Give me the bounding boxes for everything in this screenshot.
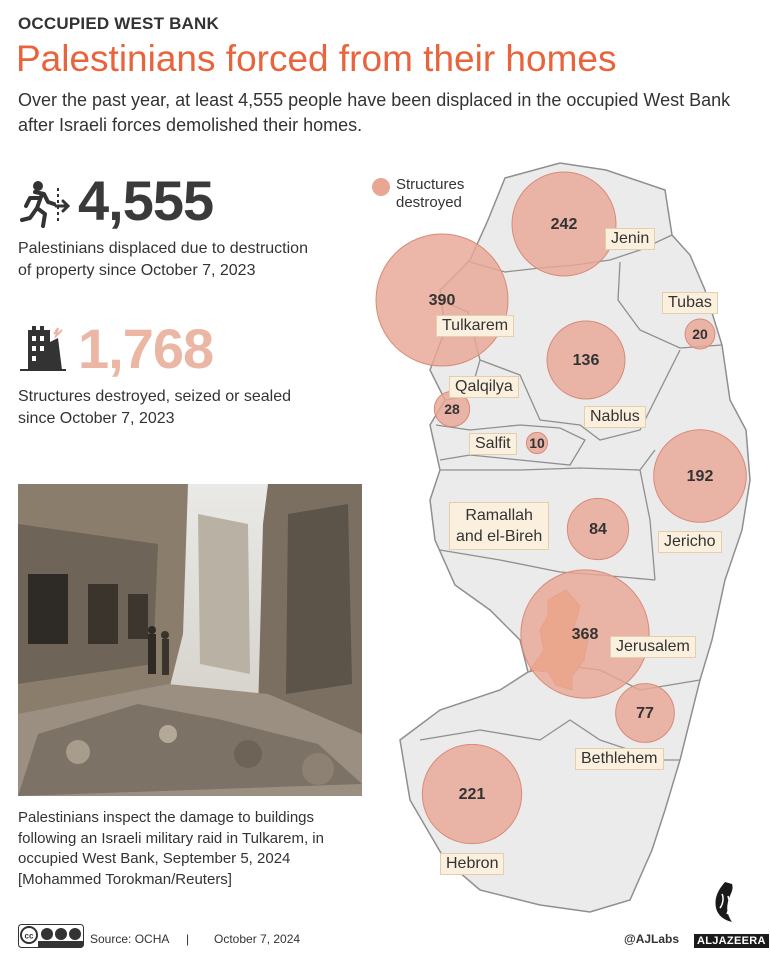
damaged-building-icon (18, 322, 68, 372)
label-ramallah-line2: and el-Bireh (456, 528, 543, 545)
person-fleeing-icon (18, 180, 70, 230)
bubble-value-hebron: 221 (458, 786, 486, 803)
subtitle: Over the past year, at least 4,555 people have been displaced in the occupied West Bank after Israeli forces demolished their homes. (18, 90, 731, 135)
bubble-value-ramallah-and-el-bireh: 84 (589, 521, 607, 538)
svg-text:cc: cc (24, 931, 34, 941)
structures-description: Structures destroyed, seized or sealed since October 7, 2023 (18, 388, 292, 427)
page-title: Palestinians forced from their homes (16, 38, 617, 79)
aj-labs-handle: @AJLabs (624, 932, 680, 946)
photo-caption (18, 808, 368, 890)
brand-wordmark: ALJAZEERA (694, 934, 769, 948)
label-jenin: Jenin (605, 228, 655, 250)
label-ramallah (449, 502, 549, 550)
displaced-count: 4,555 (78, 169, 214, 232)
bubble-value-bethlehem: 77 (636, 705, 654, 722)
bubble-value-jerusalem: 368 (571, 626, 599, 643)
footer (18, 924, 766, 950)
bubble-value-jericho: 192 (686, 468, 714, 485)
bubble-value-tulkarem: 390 (428, 292, 456, 309)
label-nablus: Nablus (584, 406, 646, 428)
label-tulkarem: Tulkarem (436, 315, 514, 337)
label-bethlehem: Bethlehem (575, 748, 664, 770)
displaced-description: Palestinians displaced due to destruction of property since October 7, 2023 (18, 240, 308, 279)
bubble-value-nablus: 136 (572, 352, 600, 369)
creative-commons-icon (18, 924, 84, 948)
label-hebron: Hebron (440, 853, 504, 875)
caption-text: Palestinians inspect the damage to buildings following an Israeli military raid in Tulkarem, in occupied West Bank, September 5, 2024 (18, 809, 324, 867)
label-qalqilya: Qalqilya (449, 376, 519, 398)
bubble-value-jenin: 242 (550, 216, 578, 233)
publish-date: October 7, 2024 (214, 932, 301, 946)
legend-swatch (372, 178, 390, 196)
source: Source: OCHA (90, 932, 170, 946)
kicker: OCCUPIED WEST BANK (18, 14, 219, 33)
label-jerusalem: Jerusalem (610, 636, 696, 658)
photo-damaged-street (18, 484, 362, 796)
label-ramallah-line1: Ramallah (465, 507, 533, 524)
structures-count: 1,768 (78, 317, 214, 380)
photo-credit: [Mohammed Torokman/Reuters] (18, 870, 232, 888)
footer-separator: | (186, 932, 190, 946)
legend-label: Structures destroyed (396, 176, 465, 211)
label-jericho: Jericho (658, 531, 722, 553)
label-tubas: Tubas (662, 292, 718, 314)
label-salfit: Salfit (469, 433, 517, 455)
al-jazeera-logo-icon (710, 880, 740, 926)
bubble-value-qalqilya: 28 (444, 401, 460, 417)
bubble-value-salfit: 10 (529, 435, 545, 451)
bubble-value-tubas: 20 (692, 326, 708, 342)
